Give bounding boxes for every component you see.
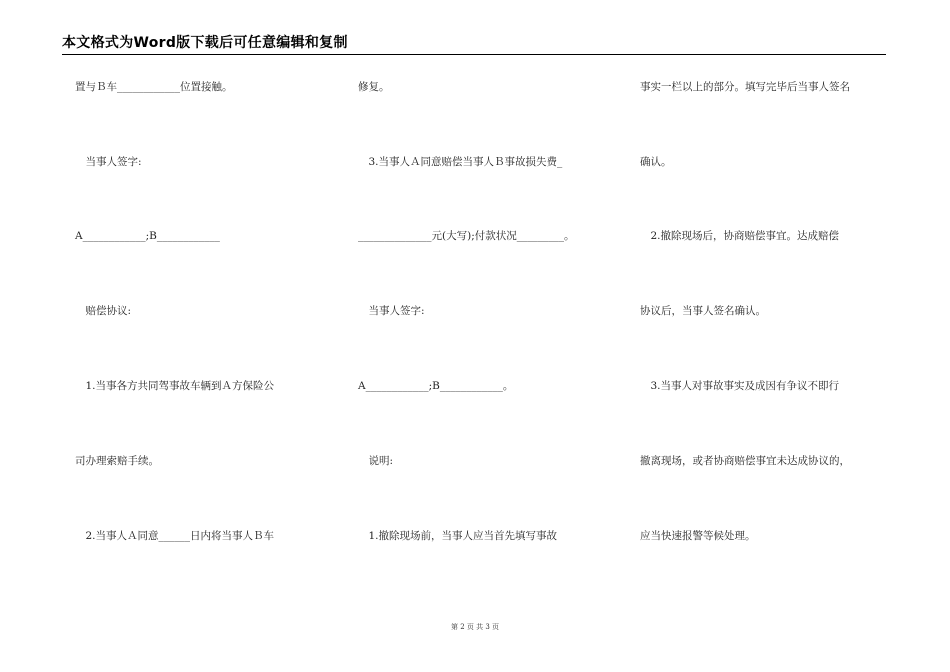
text-line: 事实一栏以上的部分。填写完毕后当事人签名 xyxy=(640,81,850,93)
text-line: 协议后，当事人签名确认。 xyxy=(640,305,766,317)
page-header xyxy=(62,34,886,55)
text-line: 当事人签字: xyxy=(75,156,142,168)
header-title: 本文格式为Word版下载后可任意编辑和复制 xyxy=(62,35,348,51)
text-line: 3.当事人Ａ同意赔偿当事人Ｂ事故损失费_ xyxy=(358,156,563,168)
text-line: 1.当事各方共同驾事故车辆到Ａ方保险公 xyxy=(75,380,275,392)
page-number: 第 2 页 共 3 页 xyxy=(450,623,500,631)
text-line: 2.撤除现场后，协商赔偿事宜。达成赔偿 xyxy=(640,230,840,242)
text-line: 应当快速报警等候处理。 xyxy=(640,530,756,542)
text-line: A____________;B____________。 xyxy=(358,380,514,392)
text-line: 确认。 xyxy=(640,156,672,168)
text-line: ______________元(大写);付款状况_________。 xyxy=(358,230,575,242)
text-line: 撤离现场，或者协商赔偿事宜未达成协议的， xyxy=(640,455,850,467)
text-line: 1.撤除现场前，当事人应当首先填写事故 xyxy=(358,530,558,542)
text-line: 3.当事人对事故事实及成因有争议不即行 xyxy=(640,380,840,392)
text-line: 2.当事人Ａ同意______日内将当事人Ｂ车 xyxy=(75,530,275,542)
text-line: 修复。 xyxy=(358,81,390,93)
text-line: A____________;B____________ xyxy=(75,230,220,242)
text-line: 赔偿协议: xyxy=(75,305,132,317)
text-line: 司办理索赔手续。 xyxy=(75,455,159,467)
text-line: 当事人签字: xyxy=(358,305,425,317)
text-line: 置与Ｂ车____________位置接触。 xyxy=(75,81,233,93)
text-line: 说明: xyxy=(358,455,394,467)
